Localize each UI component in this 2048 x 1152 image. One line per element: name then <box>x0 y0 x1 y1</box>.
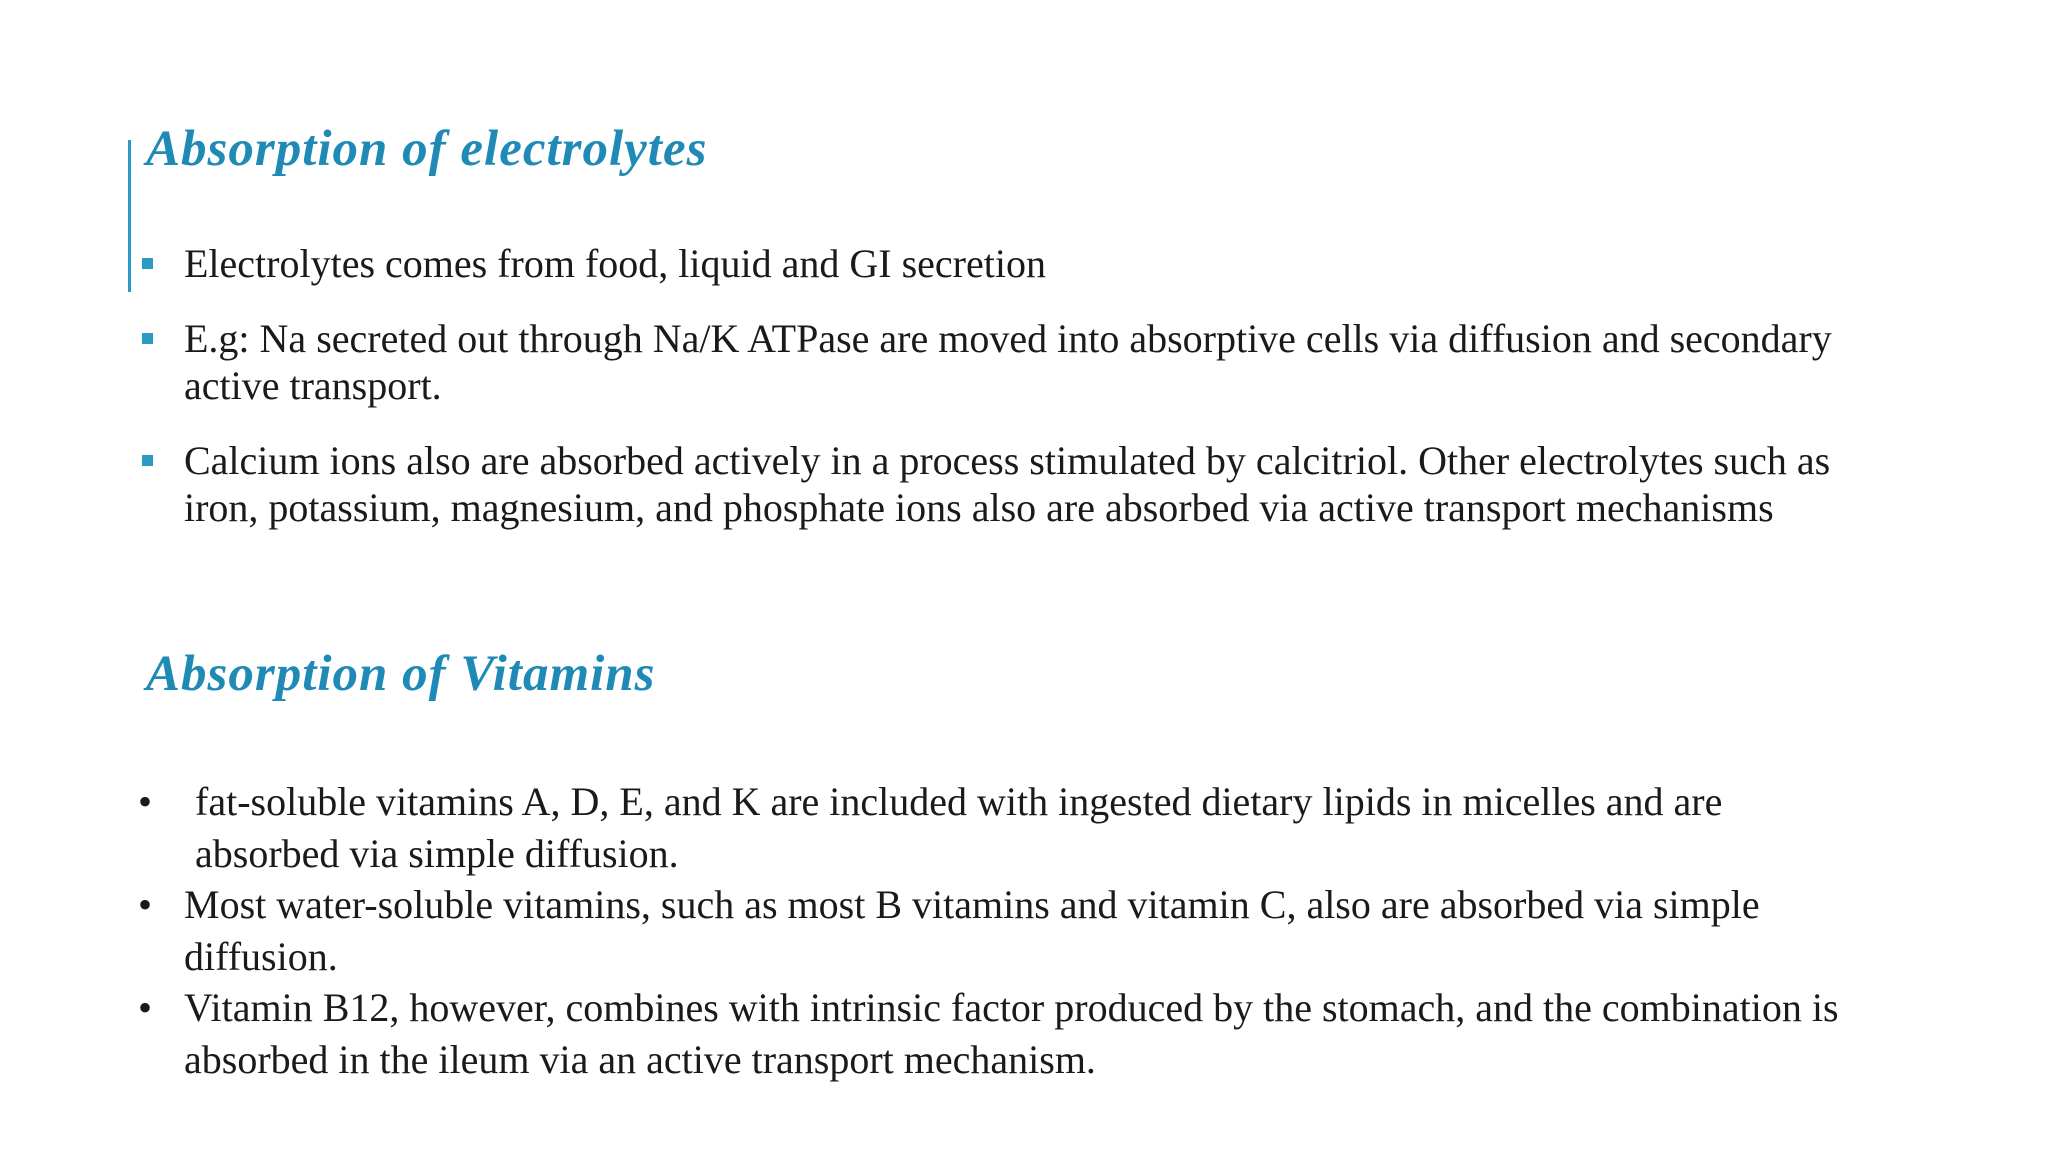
bullet-text: Most water-soluble vitamins, such as most B vitamins and vitamin C, also are absorbed via simple diffusion. <box>184 882 1760 979</box>
square-bullet-icon <box>142 455 153 466</box>
bullet-text: Vitamin B12, however, combines with intrinsic factor produced by the stomach, and the combination is absorbed in the ileum via an active transport mechanism. <box>184 985 1839 1082</box>
square-bullet-icon <box>142 333 153 344</box>
heading-absorption-of-electrolytes: Absorption of electrolytes <box>146 121 708 177</box>
round-bullet-icon: • <box>138 985 153 1030</box>
list-item <box>184 240 1864 287</box>
accent-bar <box>128 140 131 292</box>
electrolytes-bullet-list <box>184 240 1864 559</box>
bullet-text: fat-soluble vitamins A, D, E, and K are included with ingested dietary lipids in micelles and are absorbed via simple diffusion. <box>195 779 1723 876</box>
list-item <box>184 315 1864 409</box>
bullet-text: Electrolytes comes from food, liquid and GI secretion <box>184 241 1046 286</box>
bullet-text: E.g: Na secreted out through Na/K ATPase are moved into absorptive cells via diffusion and secondary active transport. <box>184 316 1832 408</box>
list-item <box>184 437 1864 531</box>
round-bullet-icon: • <box>138 882 153 927</box>
list-item <box>138 879 1864 982</box>
round-bullet-icon: • <box>138 779 153 824</box>
list-item <box>138 982 1864 1085</box>
vitamins-bullet-list <box>138 776 1864 1085</box>
bullet-text: Calcium ions also are absorbed actively in a process stimulated by calcitriol. Other electrolytes such as iron, potassium, magnesium, and phosphate ions also are absorbed via active transport mechanisms <box>184 438 1831 530</box>
list-item <box>138 776 1864 879</box>
square-bullet-icon <box>142 258 153 269</box>
heading-absorption-of-vitamins: Absorption of Vitamins <box>146 646 656 702</box>
